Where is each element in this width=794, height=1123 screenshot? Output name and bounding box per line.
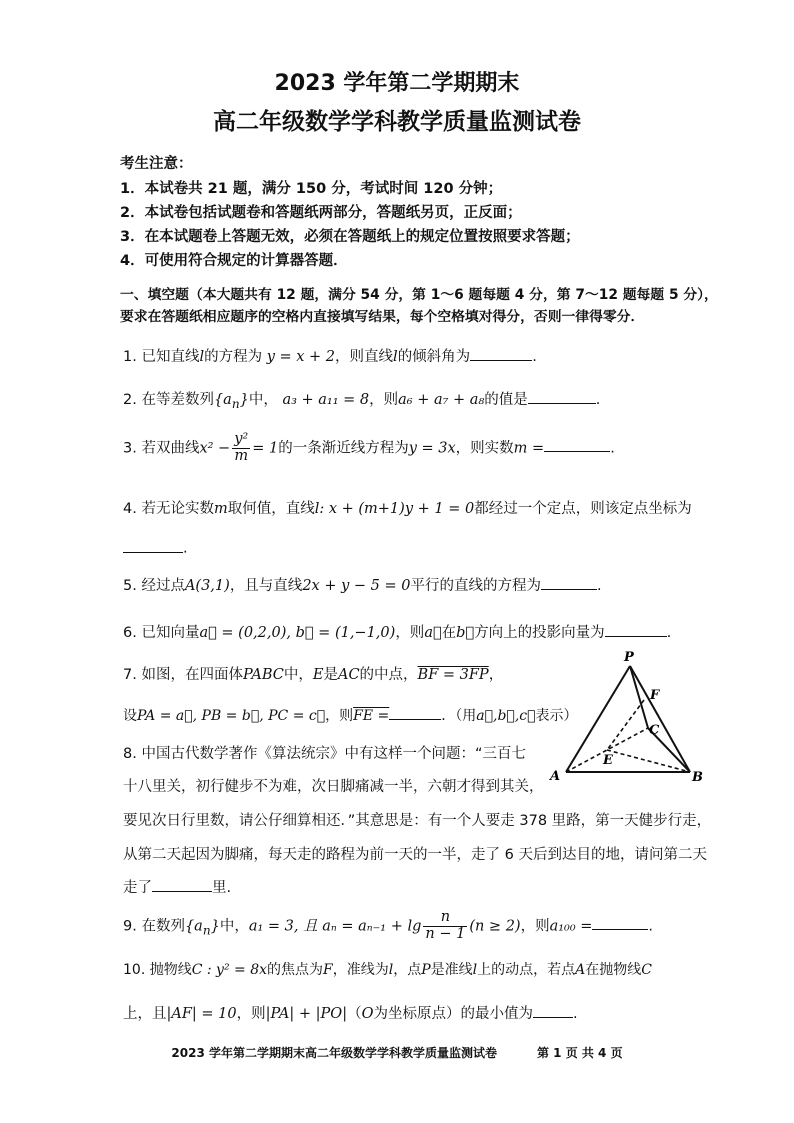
label-P: P [624, 650, 634, 665]
notice-item-4: 4．可使用符合规定的计算器答题． [120, 253, 348, 269]
label-B: B [692, 770, 703, 785]
answer-blank-10[interactable] [533, 1003, 573, 1019]
section1-header-line1: 一、填空题（本大题共有 12 题，满分 54 分，第 1～6 题每题 4 分，第 7～12 题每题 5 分）， [120, 287, 718, 303]
exam-title-term: 2023 学年第二学期期末 [274, 71, 520, 96]
answer-blank-5[interactable] [541, 575, 597, 591]
notice-heading: 考生注意： [120, 156, 193, 172]
section1-header-line2: 要求在答题纸相应题序的空格内直接填写结果，每个空格填对得分，否则一律得零分． [120, 309, 645, 325]
question-1: 1. 已知直线l的方程为 y = x + 2，则直线l的倾斜角为 . [123, 345, 537, 366]
question-9: 9. 在数列$\{a_n\}$中，a₁ = 3, 且 aₙ = aₙ₋₁ + lg $\frac{n}{n - 1}$ (n ≥ 2)，则a₁₀₀ = . [123, 909, 654, 942]
question-8-line3: 要见次日行里数，请公仔细算相还．”其意思是：有一个人要走 378 里路，第一天健步行走， [123, 813, 712, 829]
notice-item-1: 1．本试卷共 21 题，满分 150 分，考试时间 120 分钟； [120, 181, 503, 197]
label-F: F [650, 688, 660, 703]
question-3: 3. 若双曲线x² − $\frac{\text{y²}}{m}$ = 1的一条渐近线方程为y = 3x，则实数m = . [123, 431, 615, 464]
notice-item-3: 3．在本试题卷上答题无效，必须在答题纸上的规定位置按照要求答题； [120, 229, 580, 245]
answer-blank-9[interactable] [592, 915, 648, 931]
question-6: 6. 已知向量a⃗ = (0,2,0), b⃗ = (1,−1,0)，则a⃗在b⃗方向上的投影向量为 . [123, 621, 671, 642]
page-footer [0, 1044, 794, 1061]
notice-item-2: 2．本试卷包括试题卷和答题纸两部分，答题纸另页，正反面； [120, 205, 522, 221]
edge-PC [630, 666, 648, 728]
question-7-line2: 设PA = a⃗, PB = b⃗, PC = c⃗，则FE = ．（用a⃗,b⃗,c⃗表示） [123, 705, 578, 725]
label-C: C [649, 723, 660, 738]
question-5: 5. 经过点A(3,1)，且与直线2x + y − 5 = 0平行的直线的方程为 . [123, 574, 602, 595]
question-2: 2. 在等差数列$\{a_n\}$中， a₃ + a₁₁ = 8，则a₆ + a₇ + a₈的值是 . [123, 388, 600, 411]
question-10-line2: 上，且|AF| = 10，则|PA| + |PO|（O为坐标原点）的最小值为 . [123, 1002, 578, 1023]
tetrahedron-figure [540, 648, 715, 788]
label-E: E [603, 753, 613, 768]
question-7-line1: 7. 如图，在四面体PABC中，E是AC的中点，BF = 3FP， [123, 667, 504, 683]
answer-blank-3[interactable] [544, 437, 610, 453]
segment-FE-dashed [607, 700, 644, 750]
question-8-line2: 十八里关，初行健步不为难，次日脚痛减一半，六朝才得到其关， [123, 779, 544, 795]
answer-blank-1[interactable] [470, 346, 532, 362]
question-4: 4. 若无论实数m取何值，直线l: x + (m+1)y + 1 = 0都经过一个定点，则该定点坐标为 [123, 501, 692, 517]
question-8-line5: 走了 里. [123, 876, 231, 897]
answer-blank-8[interactable] [152, 877, 212, 893]
question-10-line1: 10. 抛物线C : y² = 8x的焦点为F，准线为l，点P是准线l上的动点，若点A在抛物线C [123, 962, 652, 978]
label-A: A [550, 769, 561, 784]
fraction-y2-over-m: $\frac{\text{y²}}{m}$ [234, 431, 249, 464]
question-4-answer-line: . [123, 537, 188, 557]
question-8-line4: 从第二天起因为脚痛，每天走的路程为前一天的一半，走了 6 天后到达目的地，请问第二天 [123, 847, 707, 863]
answer-blank-4[interactable] [123, 537, 183, 553]
edge-PB [630, 666, 690, 772]
edge-PA [566, 666, 630, 772]
segment-EB-dashed [607, 750, 690, 772]
answer-blank-7[interactable] [389, 705, 441, 720]
footer-page-number: 第 1 页 共 4 页 [537, 1046, 623, 1060]
footer-title: 2023 学年第二学期期末高二年级数学学科教学质量监测试卷 [171, 1046, 497, 1060]
answer-blank-6[interactable] [605, 622, 667, 638]
exam-title-subject: 高二年级数学学科教学质量监测试卷 [213, 109, 581, 135]
question-8-line1: 8. 中国古代数学著作《算法统宗》中有这样一个问题：“三百七 [123, 746, 526, 762]
fraction-n-over-n-minus-1: $\frac{n}{n - 1}$ [425, 909, 466, 942]
answer-blank-2[interactable] [528, 389, 596, 405]
